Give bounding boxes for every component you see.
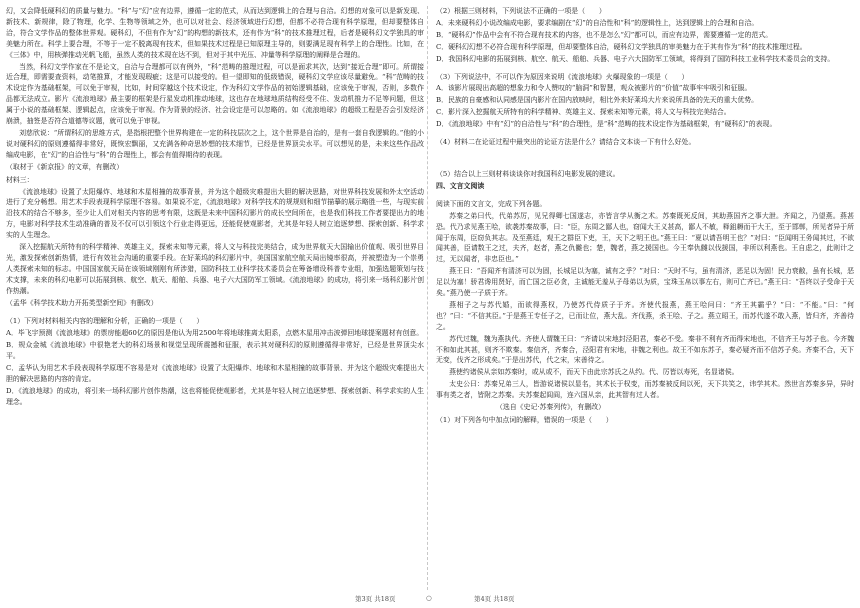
question-option: B．民族的自豪感和认同感是国内影片在国内放映时，相比外来好莱坞大片来说所具备的先天的重大优势。: [436, 96, 759, 105]
question-option: D．《流浪地球》中有“幻”的自洽性与“科”的合理性，是“科”范畴的技术设定作为基础框架，有“硬科幻”的表现。: [436, 120, 777, 129]
source-note: （取材于《新京报》的文章，有删改）: [6, 162, 124, 171]
classical-paragraph: 苏秦之弟曰代，代弟苏厉，见兄得卿七国遂志，亦皆言学从衡之术。苏秦既死反间，其助燕国齐之事大泄。齐闻之，乃望燕。燕甚恐。代乃求见燕王哙，欲袭苏秦故事，曰：“臣，东周之鄙人也，窃闻大王义甚高，鄙人不敏，释鉏耨而干大王，至于邯郸，所见者异于所闻于东周，臣窃负其志。及至燕廷，观王之群臣下吏，王，天下之明王也。”燕王曰：“夏以请吾明王也？”对曰：“臣闻明王务闻其过，不欲闻其善，臣请数王之过，夫齐，赵者，燕之仇雠也；楚，魏者，燕之援国也。今王奉仇雠以伐援国，非所以利燕也。王自虑之，此则计之过，无以闻者，非忠臣也。”: [436, 211, 854, 264]
paragraph: 刘慈欣说：“所谓科幻的思维方式，是指根把整个世界构建在一定的科技层次之上，这个世界是自治的，是有一套自我逻辑的。”他的小说对硬科幻的原则遵循得非常好，既恢宏飘丽，又充满各种奇思妙想的技术细节，已经是世界顶尖水平。可以想见的是，未来这些作品改编成电影，在“幻”的自洽性与“科”的合理性上，都会有值得期待的表现。: [6, 128, 424, 159]
question-stem: （2）根据三则材料，下列说法不正确的一项是（ ）: [436, 7, 606, 15]
page-divider: [427, 6, 428, 590]
question-option: A．毕飞宇预测《流浪地球》的票房能超60亿的原因是他认为用2500年将地球推离太阳系，点燃木星用冲击波弹回地球提案题材有创意。: [6, 329, 424, 338]
question-option: D．我国科幻电影的拓展到核、航空、航天、船舶、兵器、电子六大国防军工领域，将得到了国防科技工业科学技术委员会的支持。: [436, 54, 835, 63]
center-circle-mark: ○: [426, 594, 432, 602]
paragraph: 《流浪地球》设置了太阳爆炸、地球和木星相撞的故事背景，并为这个超级灾难提出大胆的解决思路，对世界科技发展和外太空活动进行了充分畅想。用艺术手段表现科学原理不容易。如果说不定，《流浪地球》对科学技术的规规则和细节描摹的展示略胜一些，与现实前沿技术的结合不够多，至少让人们对相关内容的思考有限，这既是未来中国科幻影片的成长空间所在，也是我们科技工作者要提出力的地方，电影对科学技术生动准确的普及不仅可以引领这个行业走得更远，还能促使观影者，尤其是年轻人树立追逐梦想、探索创新、科学求实的人生理念。: [6, 187, 424, 240]
question-option: D．《流浪地球》的成功，将引来一场科幻影片创作热潮，这也将能促使观影者，尤其是年轻人树立追逐梦想、探索创新、科学求实的人生理念。: [6, 386, 424, 406]
classical-paragraph: 苏代过魏，魏为燕执代。齐使人谓魏王曰：“齐请以宋地封泾阳君，秦必不受。秦非不利有齐而得宋地也，不信齐王与苏子也。今齐魏不和如此其甚，则齐不欺秦。秦信齐，齐秦合，泾阳君有宋地，非魏之利也。故王不如东苏子，秦必疑齐而不信苏子矣。齐秦不合，天下无变，伐齐之形成矣。”于是出苏代，代之宋，宋善待之。: [436, 334, 854, 365]
question-option: B．“硬科幻”作品中会有不符合现有技术的内容，也不是怎么“幻”都可以，而应有边界，需要遵循一定的范式。: [436, 30, 773, 39]
question-option: C．影片深入挖掘航天所特有的科学精神、英雄主义、探索未知等元素，将人文与科技完美结合。: [436, 108, 731, 117]
reading-instruction: 阅读下面的文言文，完成下列各题。: [436, 199, 547, 208]
classical-paragraph: 燕使约诸侯从亲如苏秦时，或从或不，而天下由此宗苏氏之从约。代、厉皆以寿死，名显诸侯。: [449, 368, 739, 377]
paragraph: 当然，科幻文学作家在不是论文，自洽与合理都可以有例外，“科”范畴的推理过程，可以是面求其次，达到“接近合理”即可。所谓接近合理，即需要查资料，动笔推算，才能发现瑕疵；这是可以接受的。但一望即知的低级错误，硬科幻文学应该尽量避免。“科”范畴的技术设定作为基础框架，可以免于审视，比如，时间穿越这个技术设定，作为科幻文学作品的初始逻辑基础，应该免于审视，否则，多数作品都无法成立。影片《流浪地球》最主要的框架是行星发动机推动地球，这也存在地球地质结构经受不住、发动机推力不足等问题，但这属于小说的基础框架、逻辑起点，应该免于审视。作为背景的经济、社会设定是可以忽略的。如《流浪地球》的超级工程是否会引发经济崩溃，抽签是否符合道德等议题，就可以免于审视。: [6, 62, 424, 126]
question-option: C．孟华认为用艺术手段表现科学原理不容易是对《流浪地球》设置了太阳爆炸、地球和木星相撞的故事背景、并为这个超级灾难提出大胆的解决思路的内容的肯定。: [6, 364, 424, 383]
question-option: B．规众金城《流浪地球》中很艳老大的科幻场景和视觉呈现所震撼和征服，表示其对硬科幻的原则遵循得非常好，已经是世界顶尖水平。: [6, 341, 424, 361]
question-option: C．硬科幻幻想不必符合现有科学原理，但却要整体自洽，硬科幻文学独具的审美魅力在于其有作为“科”的技术推理过程。: [436, 42, 807, 51]
source-note: （选自《史记·苏秦列传》，有删改）: [496, 403, 605, 412]
classical-paragraph: 燕王曰：“吾闻齐有清济可以为固，长城足以为塞，诚有之乎？”对曰：“天时不与，虽有清济，恶足以为固！民力衰敝，虽有长城，恶足以为塞！骄君谗用贤好，而亡国之臣必贪，主诚能无羞从子母弟以为质，宝珠玉帛以事左右，则可亡齐已。”燕王曰：“吾终以子受命于天矣。”燕乃使一子质于齐。: [436, 267, 854, 298]
question-stem: （5）结合以上三则材料谈谈你对我国科幻电影发展的建议。: [436, 169, 620, 178]
question-stem: （1）对下列各句中加点词的解释，错误的一项是（ ）: [436, 416, 613, 424]
question-stem: （4）材料二在论证过程中最突出的论证方法是什么？请结合文本谈一下有什么好处。: [436, 138, 696, 147]
left-page-number: 第3页 共18页: [355, 595, 396, 603]
material-title: 材料三：: [6, 175, 34, 184]
paragraph: 幻，又会降低硬科幻的质量与魅力。“科”与“幻”应有边界，遵循一定的范式，从而达到逻辑上的合理与自洽。幻想的对象可以是新发现、新技术、新规律，除了物理，化学、生物等领域之外，也可以对社会、经济领域进行幻想，但都不必符合现有科学原理，但却要整体自洽，符合文学作品的整体世界观。硬科幻，不但有作为“幻”的构想的新技术，还有作为“科”的技术推理过程，后者是硬科幻文学独具的审美魅力所在。科学上要合理，不等于一定不脱离现有技术，但如果技术过程是已知原理主导的，则要满足现有科学上的合理性。比如，在《三体》中，用核弹推动光帆飞船，虽然人类的技术现在达不到，但对于其中光压、冲量等科学原理的阐释是合理的。: [6, 7, 424, 59]
classical-paragraph: 燕相子之与苏代婚，而欲得燕权，乃使苏代侍质子于齐。齐使代报燕，燕王哙问曰：“齐王其霸乎？”曰：“不能。”曰：“何也？”曰：“不信其臣。”于是燕王专任子之，已而让位，燕大乱。齐伐燕，杀王哙、子之。燕立昭王，而苏代遂不敢入燕，皆归齐，齐善待之。: [436, 300, 854, 331]
paragraph: 深入挖掘航天所特有的科学精神、英雄主义，探索未知等元素，将人文与科技完美结合，成为世界航天大国输出价值观、吸引世界目光，激发探索创新热情，进行有效社会沟通的重要手段。在好莱坞的科幻影片中，美国国家航空航天局出镜率很高，并被塑造为一个崇勇人类探索未知的标志。中国国家航天局在该领域刚刚有所涉猎，国防科技工业科学技术委员会在筹备增设科普专业组，加强选题策划与技术支撑，未来的科幻电影可以拓展到核、航空、航天、船舶、兵器、电子六大国防军工领域。《流浪地球》的成功，将引来一场科幻影片创作热潮。: [6, 243, 424, 295]
section-heading: 四、文言文阅读: [436, 181, 485, 190]
right-page-number: 第4页 共18页: [474, 595, 515, 603]
right-page: [436, 6, 854, 590]
classical-paragraph: 太史公曰：苏秦兄弟三人，皆游说诸侯以显名，其术长于权变，而苏秦被反间以死，天下共笑之，讳学其术。然世言苏秦多异，异时事有类之者，皆附之苏秦。夫苏秦起闾阎，连六国从亲，此其智有过人者。: [436, 380, 854, 400]
page-footer: [0, 592, 860, 606]
source-note: （孟华《科学技术助力开拓类型新空间》有删改）: [6, 298, 158, 307]
left-page: [6, 6, 424, 590]
question-option: A．未来硬科幻小说改编成电影，要求编剧在“幻”的自洽性和“科”的逻辑性上，达到逻辑上的合理和自洽。: [436, 18, 759, 27]
question-stem: （3）下列说法中，不可以作为原因来说明《流浪地球》火爆现象的一项是（ ）: [436, 72, 689, 81]
question-stem: （1）下列对材料相关内容的理解和分析，正确的一项是（ ）: [6, 317, 204, 326]
question-option: A．该影片展现出高超的想象力和令人赞叹的“脑洞”和智慧，观众被影片的“价值”故事牢牢吸引和征服。: [436, 84, 752, 93]
